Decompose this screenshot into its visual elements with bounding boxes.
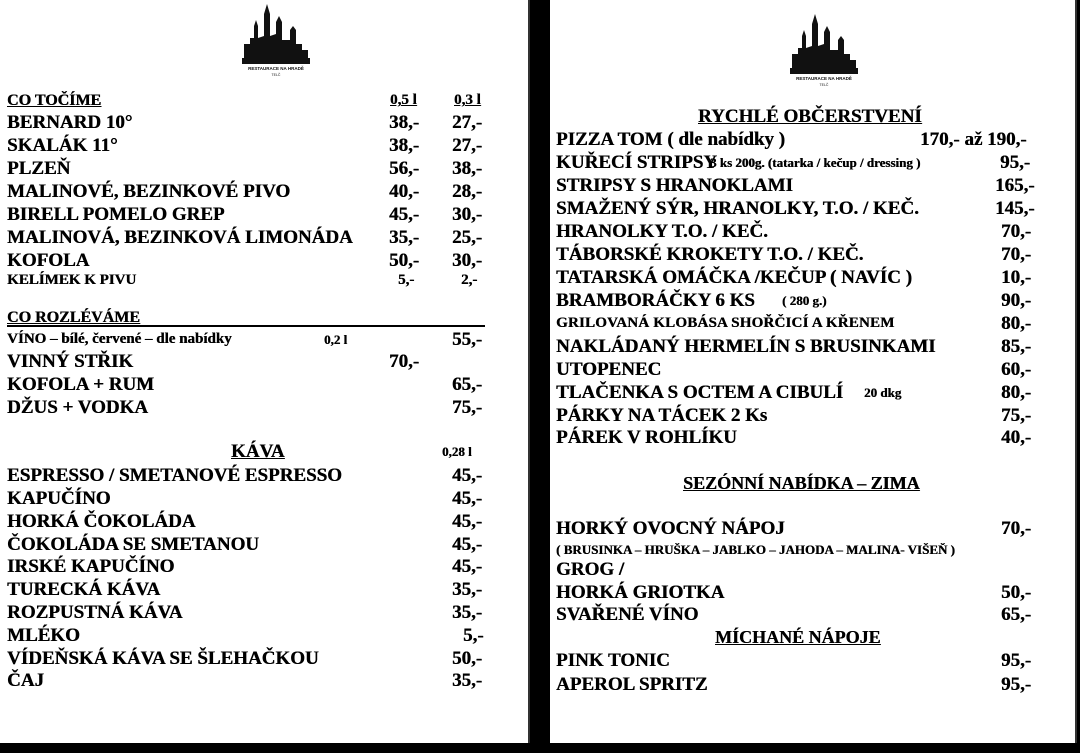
item-price: 38,- [389, 112, 420, 133]
item-price: 45,- [452, 511, 483, 532]
item-name: PÁRKY NA TÁCEK 2 Ks [556, 405, 768, 426]
item-price: 27,- [452, 135, 483, 156]
item-name: MLÉKO [7, 625, 80, 646]
menu-item [0, 578, 528, 601]
menu-item [0, 134, 528, 157]
menu-item [0, 203, 528, 226]
menu-item [550, 197, 1075, 220]
menu-item [550, 220, 1075, 243]
item-name: KOFOLA [7, 250, 90, 271]
item-name: MALINOVÁ, BEZINKOVÁ LIMONÁDA [7, 227, 353, 248]
menu-item [550, 174, 1075, 197]
column-label: 0,5 l [390, 92, 417, 108]
item-name: ESPRESSO / SMETANOVÉ ESPRESSO [7, 465, 342, 486]
item-price: 40,- [1001, 427, 1032, 448]
logo-text: RESTAURACE NA HRADĚ [796, 76, 852, 81]
item-name: SVAŘENÉ VÍNO [556, 604, 699, 625]
item-name: SKALÁK 11° [7, 135, 118, 156]
item-name: APEROL SPRITZ [556, 674, 708, 695]
item-name: PINK TONIC [556, 650, 670, 671]
coffee-header-row [0, 440, 528, 463]
menu-item [0, 601, 528, 624]
item-price: 35,- [452, 579, 483, 600]
item-name: ČAJ [7, 670, 44, 691]
item-price: 60,- [1001, 359, 1032, 380]
item-note: 3 ks 200g. (tatarka / kečup / dressing ) [710, 155, 921, 170]
item-price: 75,- [452, 397, 483, 418]
item-name: ČOKOLÁDA SE SMETANOU [7, 534, 259, 555]
item-name: HORKÁ ČOKOLÁDA [7, 511, 196, 532]
item-price: 165,- [995, 175, 1035, 196]
item-name: BRAMBORÁČKY 6 KS [556, 290, 755, 311]
item-price: 170,- až 190,- [920, 129, 1027, 150]
item-name: GRILOVANÁ KLOBÁSA SHOŘČICÍ A KŘENEM [556, 315, 895, 331]
item-price: 45,- [452, 465, 483, 486]
item-price: 75,- [1001, 405, 1032, 426]
item-price: 10,- [1001, 267, 1032, 288]
logo-text: RESTAURACE NA HRADĚ [248, 66, 304, 71]
item-price: 40,- [389, 181, 420, 202]
item-price: 35,- [452, 670, 483, 691]
item-name: HORKÝ OVOCNÝ NÁPOJ [556, 518, 785, 539]
menu-item [550, 335, 1075, 358]
section-heading: SEZÓNNÍ NABÍDKA – ZIMA [683, 473, 920, 493]
item-price: 70,- [1001, 221, 1032, 242]
item-note: 20 dkg [864, 385, 902, 400]
item-price: 80,- [1001, 313, 1032, 334]
item-name: GROG / [556, 559, 625, 580]
item-volume: 0,2 l [324, 332, 348, 347]
menu-item [0, 510, 528, 533]
item-price: 70,- [1001, 518, 1032, 539]
item-name: TLAČENKA S OCTEM A CIBULÍ [556, 382, 844, 403]
item-name: SMAŽENÝ SÝR, HRANOLKY, T.O. / KEČ. [556, 198, 919, 219]
item-name: DŽUS + VODKA [7, 397, 149, 418]
item-name: PLZEŇ [7, 158, 71, 179]
item-name: BERNARD 10° [7, 112, 133, 133]
menu-item [0, 464, 528, 487]
menu-item [0, 157, 528, 180]
item-price: 56,- [389, 158, 420, 179]
menu-page-right [550, 0, 1077, 743]
item-name: VINNÝ STŘIK [7, 351, 134, 372]
beer-header-row [0, 89, 528, 112]
section-heading: CO ROZLÉVÁME [7, 309, 140, 326]
fast-food-header-row [550, 105, 1075, 128]
menu-item [0, 647, 528, 670]
item-price: 70,- [1001, 244, 1032, 265]
column-label: 0,3 l [454, 92, 481, 108]
item-price: 38,- [389, 135, 420, 156]
item-name: KOFOLA + RUM [7, 374, 154, 395]
castle-logo [784, 10, 864, 95]
menu-item [550, 151, 1075, 174]
divider [7, 325, 485, 327]
item-price: 50,- [1001, 582, 1032, 603]
menu-item [550, 358, 1075, 381]
item-price: 80,- [1001, 382, 1032, 403]
item-price: 50,- [389, 250, 420, 271]
mixed-header-row [550, 626, 1075, 649]
menu-item [550, 243, 1075, 266]
menu-item [0, 226, 528, 249]
item-name: MALINOVÉ, BEZINKOVÉ PIVO [7, 181, 291, 202]
item-name: VÍDEŇSKÁ KÁVA SE ŠLEHAČKOU [7, 648, 319, 669]
menu-item [0, 269, 528, 292]
menu-item [550, 289, 1075, 312]
item-price: 25,- [452, 227, 483, 248]
item-name: BIRELL POMELO GREP [7, 204, 225, 225]
flavor-list: ( BRUSINKA – HRUŠKA – JABLKO – JAHODA – MALINA- VIŠEŇ ) [556, 542, 955, 557]
item-name: UTOPENEC [556, 359, 662, 380]
item-price: 38,- [452, 158, 483, 179]
menu-item [550, 649, 1075, 672]
item-price: 90,- [1001, 290, 1032, 311]
section-heading: KÁVA [231, 441, 285, 462]
castle-icon [784, 10, 864, 95]
logo-subtext: TELČ [819, 83, 829, 87]
section-heading: RYCHLÉ OBČERSTVENÍ [698, 106, 922, 127]
menu-item [550, 603, 1075, 626]
menu-item [0, 624, 528, 647]
item-name: NAKLÁDANÝ HERMELÍN S BRUSINKAMI [556, 336, 936, 357]
castle-icon [236, 0, 316, 85]
section-heading: CO TOČÍME [7, 92, 102, 109]
menu-item [550, 266, 1075, 289]
menu-page-left [0, 0, 530, 743]
item-price: 45,- [452, 556, 483, 577]
menu-item [550, 517, 1075, 540]
menu-item [550, 128, 1075, 151]
item-price: 45,- [452, 488, 483, 509]
item-name: KELÍMEK K PIVU [7, 272, 137, 288]
menu-item [550, 581, 1075, 604]
item-price: 70,- [389, 351, 420, 372]
item-price: 65,- [1001, 604, 1032, 625]
item-name: KUŘECÍ STRIPSY [556, 152, 718, 173]
item-name: TATARSKÁ OMÁČKA /KEČUP ( NAVÍC ) [556, 267, 912, 288]
item-name: VÍNO – bílé, červené – dle nabídky [7, 331, 232, 347]
menu-item [0, 669, 528, 692]
menu-item [0, 328, 528, 351]
item-price: 95,- [1000, 152, 1031, 173]
item-name: ROZPUSTNÁ KÁVA [7, 602, 183, 623]
menu-item [550, 404, 1075, 427]
castle-logo [236, 0, 316, 85]
item-price: 5,- [463, 625, 484, 646]
item-price: 30,- [452, 204, 483, 225]
logo-subtext: TELČ [271, 73, 281, 77]
menu-item [0, 350, 528, 373]
menu-item [0, 396, 528, 419]
item-name: TURECKÁ KÁVA [7, 579, 161, 600]
item-price: 145,- [995, 198, 1035, 219]
item-price: 50,- [452, 648, 483, 669]
menu-item [0, 180, 528, 203]
item-price: 2,- [461, 272, 478, 288]
item-name: TÁBORSKÉ KROKETY T.O. / KEČ. [556, 244, 864, 265]
item-price: 30,- [452, 250, 483, 271]
item-price: 35,- [389, 227, 420, 248]
section-heading: MÍCHANÉ NÁPOJE [715, 627, 881, 647]
item-name: IRSKÉ KAPUČÍNO [7, 556, 175, 577]
item-name: PIZZA TOM ( dle nabídky ) [556, 129, 785, 150]
menu-item [0, 373, 528, 396]
menu-item [550, 381, 1075, 404]
item-price: 95,- [1001, 650, 1032, 671]
item-price: 45,- [389, 204, 420, 225]
season-header-row [550, 472, 1075, 495]
item-name: HRANOLKY T.O. / KEČ. [556, 221, 768, 242]
menu-item [0, 555, 528, 578]
item-price: 28,- [452, 181, 483, 202]
item-price: 27,- [452, 112, 483, 133]
item-price: 45,- [452, 534, 483, 555]
item-price: 5,- [398, 272, 415, 288]
item-price: 55,- [452, 329, 483, 350]
menu-item [550, 312, 1075, 335]
column-label: 0,28 l [442, 444, 472, 459]
menu-item [550, 558, 1075, 581]
item-note: ( 280 g.) [782, 293, 827, 308]
item-name: PÁREK V ROHLÍKU [556, 427, 737, 448]
item-price: 85,- [1001, 336, 1032, 357]
menu-item [550, 426, 1075, 449]
item-name: KAPUČÍNO [7, 488, 111, 509]
item-price: 65,- [452, 374, 483, 395]
item-price: 35,- [452, 602, 483, 623]
item-price: 95,- [1001, 674, 1032, 695]
menu-item [0, 487, 528, 510]
item-name: HORKÁ GRIOTKA [556, 582, 725, 603]
menu-item [0, 533, 528, 556]
item-name: STRIPSY S HRANOKLAMI [556, 175, 793, 196]
menu-item [0, 111, 528, 134]
menu-item [550, 673, 1075, 696]
